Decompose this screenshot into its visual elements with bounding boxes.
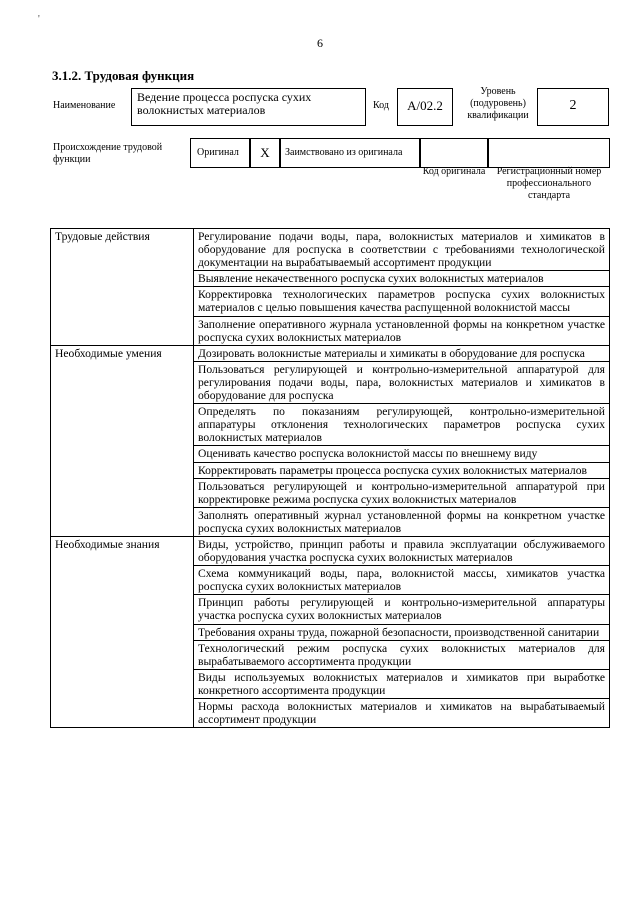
origin-row	[190, 138, 610, 168]
section-title: 3.1.2. Трудовая функция	[52, 68, 195, 83]
group-item: Виды, устройство, принцип работы и правила эксплуатации обслуживаемого оборудования участка роспуска сухих волокнистых материалов	[194, 536, 610, 565]
original-cell	[190, 138, 250, 168]
group-title: Необходимые умения	[51, 345, 194, 536]
group-title: Трудовые действия	[51, 229, 194, 346]
original-label: Оригинал	[197, 147, 239, 158]
group-item: Технологический режим роспуска сухих волокнистых материалов для вырабатываемого ассортимента продукции	[194, 640, 610, 669]
group-item: Пользоваться регулирующей и контрольно-измерительной аппаратурой для регулирования подачи воды, пара, волокнистых материалов и химикатов в оборудование для роспуска	[194, 361, 610, 403]
function-details-table	[50, 228, 610, 728]
group-item: Пользоваться регулирующей и контрольно-измерительной аппаратурой при корректировке режима роспуска сухих волокнистых материалов	[194, 478, 610, 507]
original-code-cell	[420, 138, 488, 168]
table-row	[51, 345, 610, 361]
function-name-box	[131, 88, 366, 126]
group-item: Определять по показаниям регулирующей, контрольно-измерительной аппаратуры отклонения технологических параметров роспуска сухих волокнистых материалов	[194, 404, 610, 446]
level-label: Уровень (подуровень) квалификации	[467, 86, 529, 121]
table-row	[51, 229, 610, 271]
name-label: Наименование	[53, 100, 116, 111]
code-label: Код	[373, 100, 389, 111]
group-item: Выявление некачественного роспуска сухих волокнистых материалов	[194, 271, 610, 287]
group-item: Требования охраны труда, пожарной безопасности, производственной санитарии	[194, 624, 610, 640]
page-number: 6	[317, 36, 323, 50]
code-value: А/02.2	[407, 98, 443, 113]
borrowed-cell	[280, 138, 420, 168]
group-item: Нормы расхода волокнистых материалов и химикатов на вырабатываемый ассортимент продукции	[194, 699, 610, 728]
registration-number-cell	[488, 138, 610, 168]
original-code-caption: Код оригинала	[422, 166, 486, 177]
original-mark-cell	[250, 138, 280, 168]
origin-label: Происхождение трудовой функции	[53, 142, 163, 165]
group-item: Корректировка технологических параметров роспуска сухих волокнистых материалов с целью повышения качества распущенной волокнистой массы	[194, 287, 610, 316]
group-item: Заполнять оперативный журнал установленной формы на конкретном участке роспуска сухих волокнистых материалов	[194, 507, 610, 536]
level-value: 2	[569, 98, 577, 113]
group-item: Заполнение оперативного журнала установленной формы на конкретном участке роспуска сухих волокнистых материалов	[194, 316, 610, 345]
group-item: Принцип работы регулирующей и контрольно-измерительной аппаратуры участка роспуска сухих волокнистых материалов	[194, 595, 610, 624]
group-item: Схема коммуникаций воды, пара, волокнистой массы, химикатов участка роспуска сухих волокнистых материалов	[194, 566, 610, 595]
registration-number-caption: Регистрационный номер профессионального стандарта	[496, 166, 602, 201]
group-item: Виды используемых волокнистых материалов и химикатов при выработке конкретного ассортимента продукции	[194, 669, 610, 698]
table-row	[51, 536, 610, 565]
group-title: Необходимые знания	[51, 536, 194, 727]
original-mark: X	[260, 145, 270, 160]
function-name-value: Ведение процесса роспуска сухих волокнистых материалов	[137, 90, 312, 117]
level-box	[537, 88, 609, 126]
corner-mark: '	[38, 14, 40, 25]
code-box	[397, 88, 453, 126]
group-item: Оценивать качество роспуска волокнистой массы по внешнему виду	[194, 446, 610, 462]
group-item: Регулирование подачи воды, пара, волокнистых материалов и химикатов в оборудование для роспуска в соответствии с требованиями технологической документации на вырабатываемый ассортимент продукции	[194, 229, 610, 271]
borrowed-label: Заимствовано из оригинала	[285, 147, 403, 158]
group-item: Дозировать волокнистые материалы и химикаты в оборудование для роспуска	[194, 345, 610, 361]
group-item: Корректировать параметры процесса роспуска сухих волокнистых материалов	[194, 462, 610, 478]
